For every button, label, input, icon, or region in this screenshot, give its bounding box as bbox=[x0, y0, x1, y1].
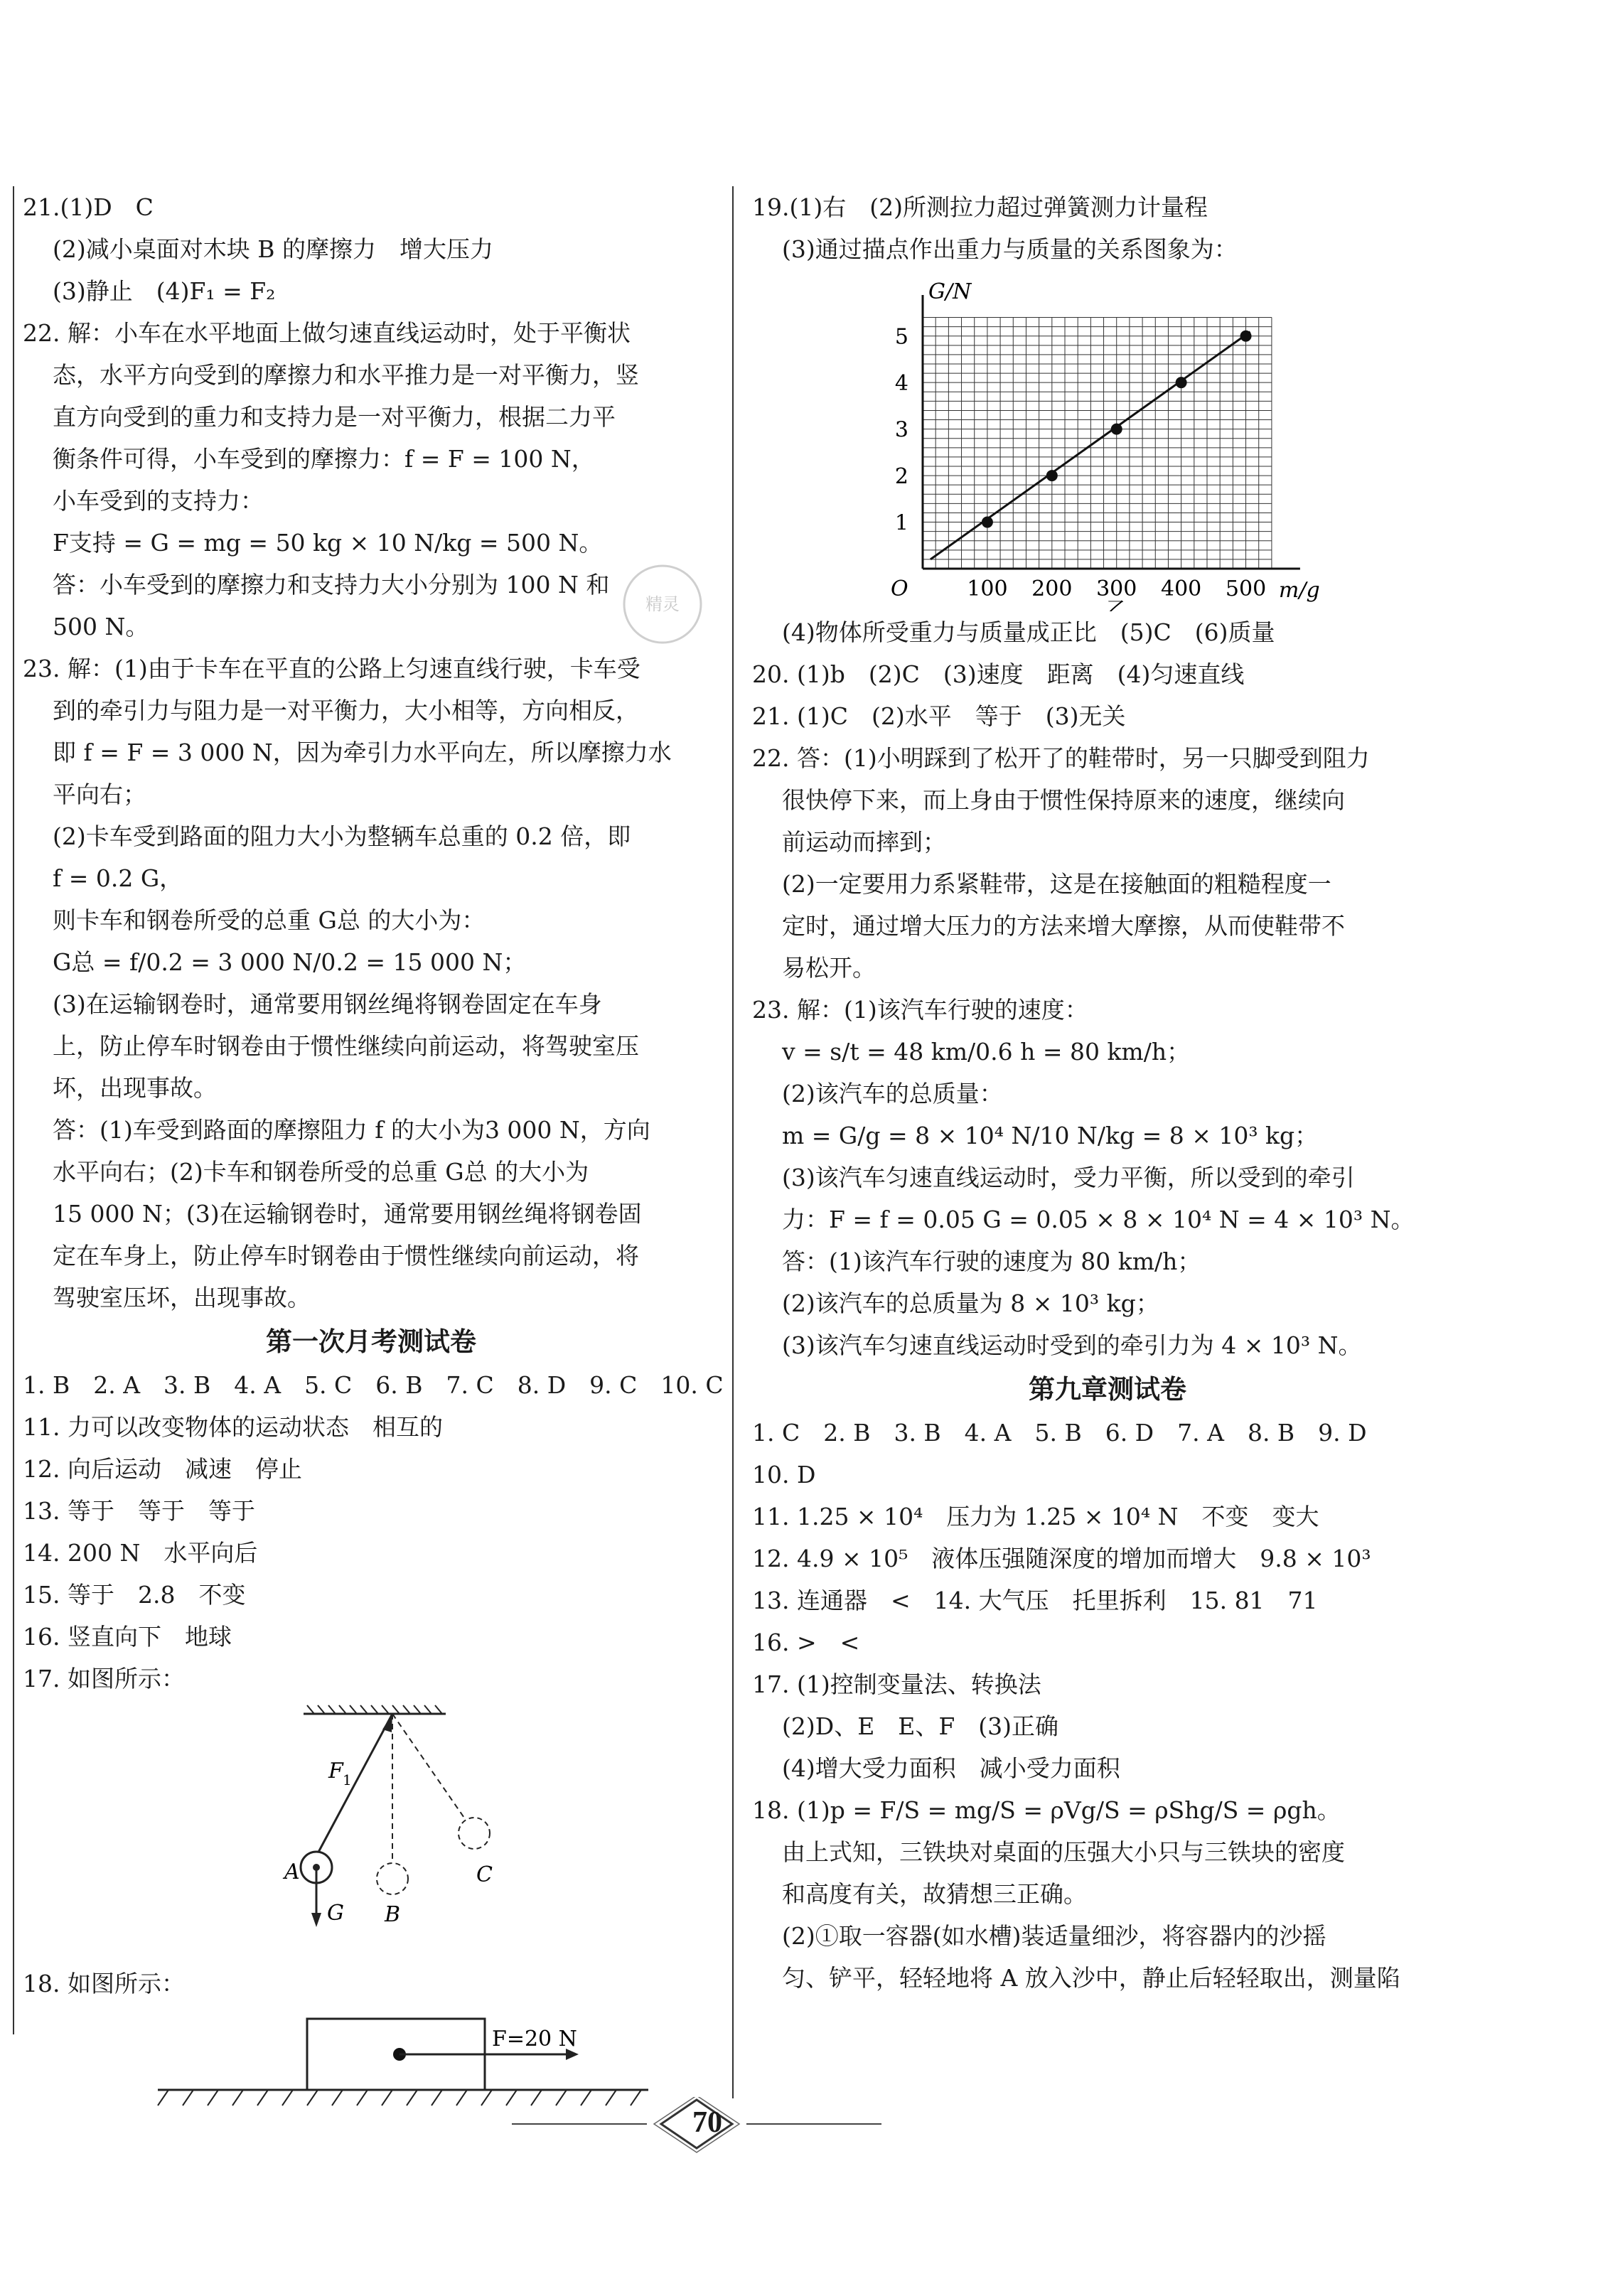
answer-line: 到的牵引力与阻力是一对平衡力，大小相等，方向相反， bbox=[53, 697, 639, 724]
answer-line: m = G/g = 8 × 10⁴ N/10 N/kg = 8 × 10³ kg； bbox=[782, 1122, 1319, 1149]
stamp-watermark bbox=[620, 562, 705, 647]
y-tick-label: 4 bbox=[894, 371, 908, 397]
answer-line: 答：小车受到的摩擦力和支持力大小分别为 100 N 和 bbox=[53, 571, 610, 599]
data-point bbox=[1111, 424, 1122, 435]
answer-line: (3)静止 (4)F₁ = F₂ bbox=[53, 277, 276, 305]
answer-line: (3)该汽车匀速直线运动时受到的牵引力为 4 × 10³ N。 bbox=[782, 1331, 1362, 1359]
answer-line: 16. > < bbox=[752, 1629, 860, 1656]
answer-line: 15. 等于 2.8 不变 bbox=[23, 1581, 246, 1609]
y-tick-label: 3 bbox=[894, 417, 908, 443]
label-g: G bbox=[327, 1901, 344, 1926]
section-title-first-monthly-test: 第一次月考测试卷 bbox=[266, 1326, 476, 1357]
force-f1-arrowhead bbox=[382, 1714, 392, 1732]
right-column bbox=[752, 186, 1463, 1999]
origin-label: O bbox=[891, 576, 908, 601]
answer-line: 水平向右；(2)卡车和钢卷所受的总重 G总 的大小为 bbox=[53, 1158, 589, 1186]
answer-line: v = s/t = 48 km/0.6 h = 80 km/h； bbox=[782, 1038, 1191, 1066]
answer-line: 力：F = f = 0.05 G = 0.05 × 8 × 10⁴ N = 4 × 10³ N。 bbox=[782, 1206, 1415, 1233]
answer-line: (2)卡车受到路面的阻力大小为整辆车总重的 0.2 倍，即 bbox=[53, 822, 631, 850]
label-b: B bbox=[385, 1902, 401, 1927]
gravity-mass-chart bbox=[752, 270, 1463, 611]
left-margin-line bbox=[13, 186, 14, 2034]
answer-line: f = 0.2 G， bbox=[53, 864, 183, 892]
x-tick-label: 200 bbox=[1031, 576, 1073, 601]
chart-caption: 乙 bbox=[1105, 598, 1127, 611]
answer-line: 500 N。 bbox=[53, 613, 149, 640]
x-tick-label: 100 bbox=[967, 576, 1008, 601]
label-a: A bbox=[284, 1860, 300, 1884]
answer-line: 18. (1)p = F/S = mg/S = ρVg/S = ρShg/S = ρgh。 bbox=[752, 1796, 1341, 1824]
answer-line: (2)该汽车的总质量为 8 × 10³ kg； bbox=[782, 1289, 1159, 1317]
answer-line: 17. 如图所示： bbox=[23, 1665, 185, 1693]
ceiling-hatch bbox=[307, 1705, 442, 1714]
answer-line: G总 = f/0.2 = 3 000 N/0.2 = 15 000 N； bbox=[53, 948, 527, 976]
page-number: 70 bbox=[692, 2106, 722, 2139]
answer-line: 定在车身上，防止停车时钢卷由于惯性继续向前运动，将 bbox=[53, 1242, 639, 1270]
answer-line: 1. B 2. A 3. B 4. A 5. C 6. B 7. C 8. D 9. C 10. C bbox=[23, 1371, 724, 1399]
answer-line: (4)物体所受重力与质量成正比 (5)C (6)质量 bbox=[782, 618, 1275, 646]
x-axis-label: m/g bbox=[1278, 578, 1320, 603]
x-tick-label: 400 bbox=[1161, 576, 1202, 601]
ball-c bbox=[459, 1818, 490, 1849]
answer-line: 11. 力可以改变物体的运动状态 相互的 bbox=[23, 1413, 443, 1441]
y-axis-label: G/N bbox=[928, 279, 972, 304]
right-answers-top bbox=[752, 186, 1463, 270]
string-a bbox=[316, 1714, 392, 1856]
answer-line: 平向右； bbox=[53, 780, 146, 808]
answer-line: 1. C 2. B 3. B 4. A 5. B 6. D 7. A 8. B 9. D bbox=[752, 1419, 1367, 1447]
answer-line: 即 f = F = 3 000 N，因为牵引力水平向左，所以摩擦力水 bbox=[53, 739, 672, 766]
data-point bbox=[1240, 331, 1252, 342]
answer-line: (3)在运输钢卷时，通常要用钢丝绳将钢卷固定在车身 bbox=[53, 990, 602, 1018]
column-divider bbox=[732, 186, 734, 2098]
label-c: C bbox=[476, 1862, 493, 1887]
y-tick-label: 2 bbox=[894, 464, 908, 490]
answer-line: 易松开。 bbox=[782, 954, 876, 982]
left-answers-block bbox=[23, 186, 719, 1319]
answer-line: 17. (1)控制变量法、转换法 bbox=[752, 1670, 1041, 1698]
answer-line: (2)D、E E、F (3)正确 bbox=[782, 1712, 1059, 1740]
figure-17-pendulum bbox=[23, 1700, 719, 1963]
ball-b bbox=[377, 1863, 408, 1894]
answer-line: 答：(1)该汽车行驶的速度为 80 km/h； bbox=[782, 1248, 1201, 1275]
answer-line: (3)该汽车匀速直线运动时，受力平衡，所以受到的牵引 bbox=[782, 1164, 1355, 1191]
x-tick-label: 300 bbox=[1096, 576, 1137, 601]
gravity-arrowhead bbox=[311, 1913, 321, 1927]
answer-line: (2)一定要用力系紧鞋带，这是在接触面的粗糙程度一 bbox=[782, 870, 1331, 898]
answer-line: (2)①取一容器(如水槽)装适量细沙，将容器内的沙摇 bbox=[782, 1922, 1326, 1950]
answer-line: 坏，出现事故。 bbox=[53, 1074, 217, 1102]
left-column bbox=[23, 186, 724, 2125]
right-answers-middle bbox=[752, 611, 1463, 1366]
answer-line: 13. 等于 等于 等于 bbox=[23, 1497, 255, 1525]
answer-line: 20. (1)b (2)C (3)速度 距离 (4)匀速直线 bbox=[752, 660, 1245, 688]
answer-line: 23. 解：(1)该汽车行驶的速度： bbox=[752, 996, 1088, 1024]
answer-line: 和高度有关，故猜想三正确。 bbox=[782, 1880, 1087, 1908]
answer-line: (3)通过描点作出重力与质量的关系图象为： bbox=[782, 235, 1238, 263]
section-title-chapter-9: 第九章测试卷 bbox=[1029, 1373, 1186, 1405]
q18-text: 18. 如图所示： bbox=[23, 1970, 185, 1997]
data-point bbox=[1176, 377, 1187, 388]
chart-svg bbox=[752, 270, 1463, 611]
answer-line: 21.(1)D C bbox=[23, 193, 154, 221]
answer-line: 16. 竖直向下 地球 bbox=[23, 1623, 232, 1651]
answer-line: 13. 连通器 < 14. 大气压 托里拆利 15. 81 71 bbox=[752, 1587, 1318, 1614]
answer-line: 衡条件可得，小车受到的摩擦力：f = F = 100 N， bbox=[53, 445, 595, 473]
answer-line: (4)增大受力面积 减小受力面积 bbox=[782, 1754, 1120, 1782]
trend-line bbox=[931, 332, 1250, 559]
answer-line: 直方向受到的重力和支持力是一对平衡力，根据二力平 bbox=[53, 403, 616, 431]
chapter-9-answers-block bbox=[752, 1412, 1463, 1999]
answer-line: 21. (1)C (2)水平 等于 (3)无关 bbox=[752, 702, 1126, 730]
answer-line: 上，防止停车时钢卷由于惯性继续向前运动，将驾驶室压 bbox=[53, 1032, 639, 1060]
x-tick-label: 500 bbox=[1225, 576, 1267, 601]
force-label: F=20 N bbox=[492, 2027, 577, 2051]
answer-line: 11. 1.25 × 10⁴ 压力为 1.25 × 10⁴ N 不变 变大 bbox=[752, 1503, 1319, 1530]
stamp-text: 精灵 bbox=[645, 594, 680, 614]
answer-line: 态，水平方向受到的摩擦力和水平推力是一对平衡力，竖 bbox=[53, 361, 639, 389]
answer-line: 22. 解：小车在水平地面上做匀速直线运动时，处于平衡状 bbox=[23, 319, 631, 347]
answer-line: 驾驶室压坏，出现事故。 bbox=[53, 1284, 311, 1311]
answer-line: (2)减小桌面对木块 B 的摩擦力 增大压力 bbox=[53, 235, 493, 263]
pendulum-diagram bbox=[23, 1700, 719, 1963]
answer-line: 19.(1)右 (2)所测拉力超过弹簧测力计量程 bbox=[752, 193, 1208, 221]
label-f1: F bbox=[328, 1759, 343, 1783]
string-c bbox=[392, 1714, 467, 1822]
first-monthly-answers-block bbox=[23, 1364, 724, 1700]
answer-line: 由上式知，三铁块对桌面的压强大小只与三铁块的密度 bbox=[782, 1838, 1345, 1866]
data-point bbox=[982, 517, 993, 528]
answer-line: 答：(1)车受到路面的摩擦阻力 f 的大小为3 000 N，方向 bbox=[53, 1116, 650, 1144]
data-point bbox=[1046, 470, 1058, 481]
answer-line: 12. 向后运动 减速 停止 bbox=[23, 1455, 302, 1483]
answer-line: 22. 答：(1)小明踩到了松开了的鞋带时，另一只脚受到阻力 bbox=[752, 744, 1370, 772]
answer-line: 前运动而摔到； bbox=[782, 828, 946, 856]
answer-line: 很快停下来，而上身由于惯性保持原来的速度，继续向 bbox=[782, 786, 1345, 814]
y-tick-label: 5 bbox=[894, 324, 908, 350]
answer-line: 14. 200 N 水平向后 bbox=[23, 1539, 258, 1567]
answer-line: F支持 = G = mg = 50 kg × 10 N/kg = 500 N。 bbox=[53, 529, 603, 557]
answer-line: 12. 4.9 × 10⁵ 液体压强随深度的增加而增大 9.8 × 10³ bbox=[752, 1545, 1371, 1572]
answer-line: (2)该汽车的总质量： bbox=[782, 1080, 1003, 1107]
answer-line: 23. 解：(1)由于卡车在平直的公路上匀速直线行驶，卡车受 bbox=[23, 655, 640, 682]
y-tick-label: 1 bbox=[894, 510, 908, 536]
answer-line: 定时，通过增大压力的方法来增大摩擦，从而使鞋带不 bbox=[782, 912, 1345, 940]
answer-line: 15 000 N；(3)在运输钢卷时，通常要用钢丝绳将钢卷固 bbox=[53, 1200, 642, 1228]
label-f1-sub: 1 bbox=[343, 1771, 352, 1788]
answer-line: 匀、铲平，轻轻地将 A 放入沙中，静止后轻轻取出，测量陷 bbox=[782, 1964, 1400, 1992]
answer-line: 10. D bbox=[752, 1461, 816, 1488]
answer-line: 小车受到的支持力： bbox=[53, 487, 264, 515]
answer-line: 则卡车和钢卷所受的总重 G总 的大小为： bbox=[53, 906, 486, 934]
